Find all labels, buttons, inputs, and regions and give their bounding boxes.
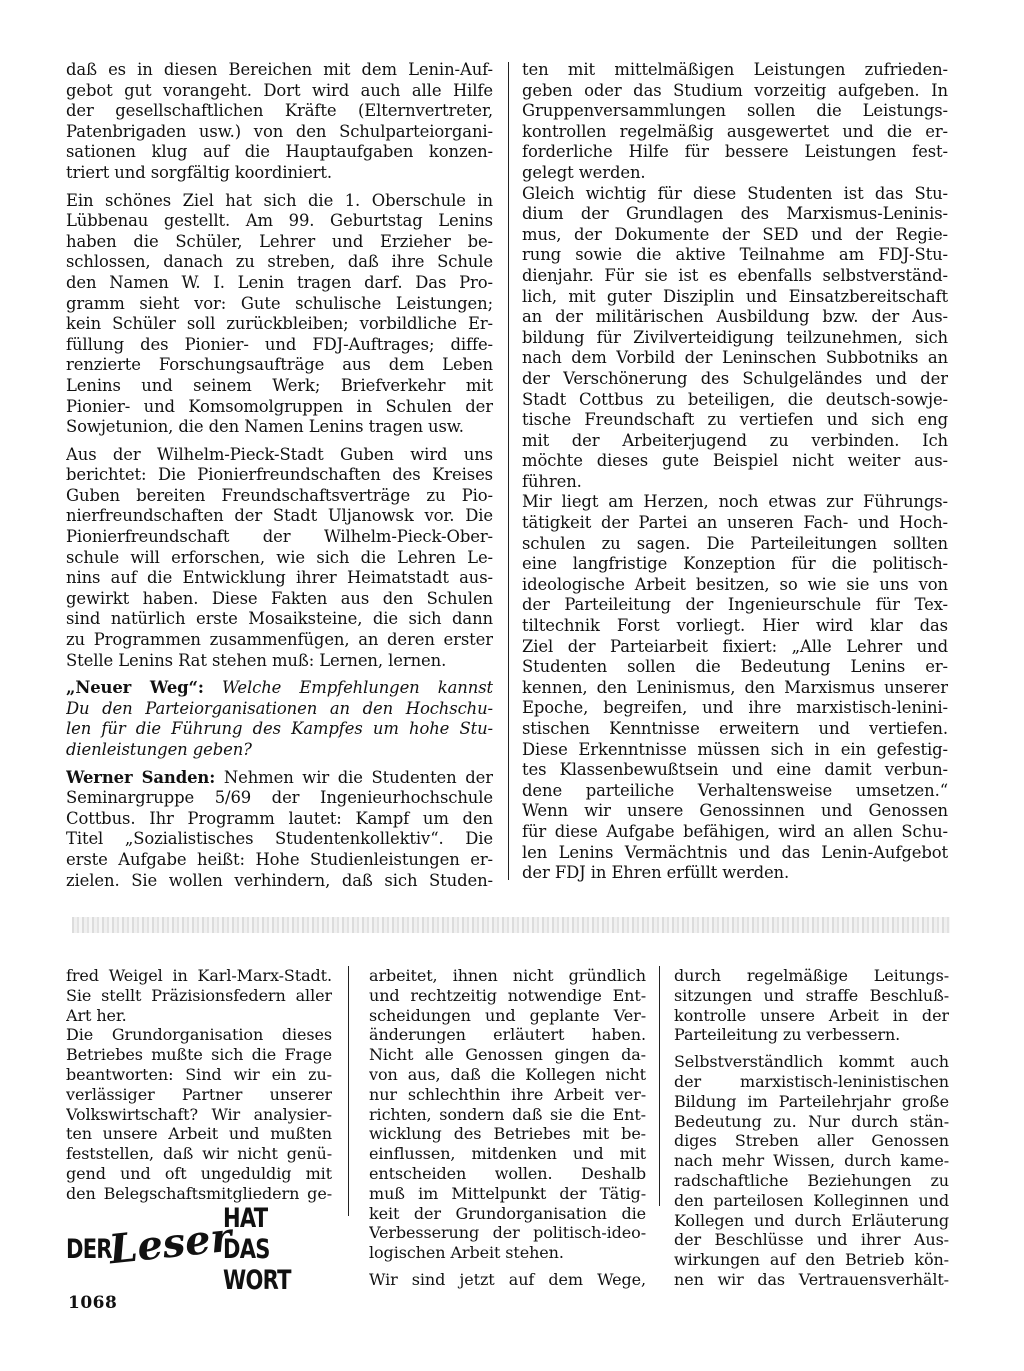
paragraph-gap bbox=[674, 1045, 949, 1052]
text-line bbox=[522, 390, 948, 411]
text-line bbox=[66, 445, 493, 466]
line-text: richten, sondern daß sie die Ent- bbox=[369, 1104, 646, 1124]
text-line bbox=[66, 376, 493, 397]
text-line bbox=[66, 60, 493, 81]
text-line bbox=[522, 678, 948, 699]
line-text: möchte dieses gute Beispiel nicht weiter aus- bbox=[522, 451, 948, 471]
text-line bbox=[66, 986, 332, 1006]
line-text: Titel „Sozialistisches Studentenkollektiv“. Die bbox=[66, 829, 493, 849]
text-line bbox=[66, 506, 493, 527]
text-line bbox=[66, 465, 493, 486]
line-text: nach mehr Wissen, durch kame- bbox=[674, 1151, 949, 1171]
text-line bbox=[522, 142, 948, 163]
line-text: Gleich wichtig für diese Studenten ist das Stu- bbox=[522, 183, 948, 203]
line-text: Lenins und seinem Werk; Briefverkehr mit bbox=[66, 375, 493, 395]
text-line bbox=[522, 657, 948, 678]
text-line bbox=[522, 410, 948, 431]
column-right bbox=[522, 60, 948, 884]
text-line bbox=[522, 328, 948, 349]
paragraph-gap bbox=[66, 671, 493, 678]
line-text: entscheiden wollen. Deshalb bbox=[369, 1163, 646, 1183]
line-text: Studenten sollen die Bedeutung Lenins er- bbox=[522, 657, 948, 677]
text-line bbox=[369, 1144, 646, 1164]
line-text: Bildung im Parteilehrjahr große bbox=[674, 1091, 949, 1111]
text-line bbox=[674, 1131, 949, 1151]
text-line bbox=[674, 1092, 949, 1112]
text-line bbox=[66, 1025, 332, 1045]
text-line bbox=[522, 513, 948, 534]
line-text: muß im Mittelpunkt der Tätig- bbox=[369, 1183, 646, 1203]
line-text: gend und oft ungeduldig mit bbox=[66, 1163, 332, 1183]
line-text: daß es in diesen Bereichen mit dem Lenin-Auf- bbox=[66, 60, 493, 79]
text-line bbox=[369, 1223, 646, 1243]
text-line bbox=[522, 637, 948, 658]
text-line bbox=[369, 966, 646, 986]
text-line bbox=[522, 266, 948, 287]
text-line bbox=[522, 534, 948, 555]
text-line bbox=[66, 314, 493, 335]
section-separator-band bbox=[72, 917, 950, 933]
text-line bbox=[674, 1052, 949, 1072]
line-text: Seminargruppe 5/69 der Ingenieurhochschule bbox=[66, 788, 493, 808]
line-text: mus, der Dokumente der SED und der Regie- bbox=[522, 224, 948, 244]
line-text: Art her. bbox=[66, 1005, 127, 1025]
text-line bbox=[66, 850, 493, 871]
text-line bbox=[674, 1072, 949, 1092]
page-number: 1068 bbox=[68, 1293, 118, 1313]
text-line bbox=[522, 801, 948, 822]
text-line bbox=[66, 101, 493, 122]
line-text: ten mit mittelmäßigen Leistungen zufrieden- bbox=[522, 60, 948, 79]
text-line bbox=[522, 492, 948, 513]
text-line bbox=[522, 822, 948, 843]
line-text: Selbstverständlich kommt auch bbox=[674, 1052, 949, 1072]
line-text: nach dem Vorbild der Leninschen Subbotniks an bbox=[522, 348, 948, 368]
column-divider-top bbox=[508, 62, 509, 880]
line-text: schule will erforschen, wie sich die Lehren Le- bbox=[66, 547, 493, 567]
text-line bbox=[674, 986, 949, 1006]
line-text: Ein schönes Ziel hat sich die 1. Oberschule in bbox=[66, 190, 493, 210]
text-line bbox=[522, 781, 948, 802]
line-text: Stadt Cottbus zu beteiligen, die deutsch-sowje- bbox=[522, 389, 948, 409]
text-line bbox=[369, 1270, 646, 1290]
text-line bbox=[674, 1151, 949, 1171]
text-line bbox=[66, 232, 493, 253]
text-line bbox=[66, 630, 493, 651]
text-line bbox=[66, 273, 493, 294]
line-text: nierfreundschaften der Stadt Uljanowsk vor. Die bbox=[66, 506, 493, 526]
line-text: Pionierfreundschaft der Wilhelm-Pieck-Ober- bbox=[66, 527, 493, 547]
text-line bbox=[66, 122, 493, 143]
line-text: Guben bereiten Freundschaftsverträge zu Pio- bbox=[66, 485, 493, 505]
line-text: Aus der Wilhelm-Pieck-Stadt Guben wird uns bbox=[66, 444, 493, 464]
line-text: kein Schüler soll zurückbleiben; vorbildliche Er- bbox=[66, 314, 493, 334]
logo-part-der: DER bbox=[66, 1233, 112, 1265]
text-line bbox=[66, 294, 493, 315]
text-line bbox=[522, 60, 948, 81]
line-text: tische Freundschaft zu vertiefen und sich eng bbox=[522, 410, 948, 430]
text-line bbox=[674, 1025, 949, 1045]
line-text: Nicht alle Genossen gingen da- bbox=[369, 1045, 646, 1065]
text-line bbox=[369, 1124, 646, 1144]
line-text: stischen Kenntnisse erweitern und vertiefen. bbox=[522, 719, 948, 738]
question-text: len für die Führung des Kampfes um hohe Stu- bbox=[66, 719, 493, 739]
text-line bbox=[522, 760, 948, 781]
text-line bbox=[66, 1105, 332, 1125]
text-line bbox=[369, 1243, 646, 1263]
line-text: eine langfristige Konzeption für die politisch- bbox=[522, 554, 948, 574]
line-text: geben oder das Studium vorzeitig aufgeben. In bbox=[522, 80, 948, 100]
column-divider-bottom-1 bbox=[348, 966, 349, 1216]
line-text: rung sowie die aktive Teilnahme am FDJ-Stu- bbox=[522, 245, 948, 265]
line-text: haben die Schüler, Lehrer und Erzieher be- bbox=[66, 231, 493, 251]
question-text: Du den Parteiorganisationen an den Hochschu- bbox=[66, 698, 493, 718]
line-text: arbeitet, ihnen nicht gründlich bbox=[369, 966, 646, 985]
text-line bbox=[66, 1124, 332, 1144]
text-line bbox=[674, 1191, 949, 1211]
text-line bbox=[369, 1025, 646, 1045]
line-text: der Parteileitung der Ingenieurschule für Tex- bbox=[522, 595, 948, 615]
bottom-column-2 bbox=[369, 966, 646, 1290]
text-line bbox=[522, 595, 948, 616]
line-text: Mir liegt am Herzen, noch etwas zur Führungs- bbox=[522, 492, 948, 512]
column-divider-bottom-2 bbox=[659, 966, 660, 1206]
line-text: fred Weigel in Karl-Marx-Stadt. bbox=[66, 966, 332, 985]
line-text: sitzungen und straffe Beschluß- bbox=[674, 985, 949, 1005]
line-text: gelegt werden. bbox=[522, 162, 646, 182]
text-line bbox=[522, 81, 948, 102]
text-line bbox=[66, 1144, 332, 1164]
text-line bbox=[369, 1085, 646, 1105]
line-text: gebot gut vorangeht. Dort wird auch alle Hilfe bbox=[66, 80, 493, 100]
text-line bbox=[522, 245, 948, 266]
question-text: Welche Empfehlungen kannst bbox=[221, 678, 493, 698]
column-left bbox=[66, 60, 493, 891]
text-line bbox=[674, 1112, 949, 1132]
text-line bbox=[66, 417, 493, 438]
text-line bbox=[369, 1164, 646, 1184]
paragraph-gap bbox=[369, 1263, 646, 1270]
line-text: Patenbrigaden usw.) von den Schulparteiorgani- bbox=[66, 121, 493, 141]
text-line bbox=[674, 1270, 949, 1290]
line-text: dene parteiliche Verhaltensweise umsetzen.“ bbox=[522, 780, 948, 800]
line-text: Betriebes mußte sich die Frage bbox=[66, 1045, 332, 1065]
line-text: Parteileitung zu verbessern. bbox=[674, 1025, 901, 1045]
text-line bbox=[369, 1065, 646, 1085]
text-line bbox=[66, 548, 493, 569]
line-text: nur schlechthin ihre Arbeit ver- bbox=[369, 1084, 646, 1104]
text-line bbox=[66, 81, 493, 102]
text-line bbox=[522, 287, 948, 308]
line-text: an der militärischen Ausbildung bzw. der Aus- bbox=[522, 307, 948, 327]
line-text: len Lenins Vermächtnis und das Lenin-Aufgebot bbox=[522, 842, 948, 862]
line-text: für diese Aufgabe befähigen, wird an allen Schu- bbox=[522, 821, 948, 841]
line-text: Volkswirtschaft? Wir analysier- bbox=[66, 1104, 332, 1124]
line-text: änderungen erläutert haben. bbox=[369, 1025, 646, 1045]
line-text: sationen klug auf die Hauptaufgaben konzen- bbox=[66, 142, 493, 162]
text-line bbox=[522, 472, 948, 493]
line-text: kennen, den Leninismus, den Marxismus unserer bbox=[522, 677, 948, 697]
line-text: führen. bbox=[522, 471, 582, 491]
line-text: ten unsere Arbeit und mußten bbox=[66, 1124, 332, 1144]
text-line bbox=[674, 1171, 949, 1191]
text-line bbox=[66, 335, 493, 356]
line-text: dienjahr. Für sie ist es ebenfalls selbstverständ- bbox=[522, 265, 948, 285]
text-line bbox=[66, 163, 493, 184]
line-text: gewirkt haben. Diese Fakten aus den Schulen bbox=[66, 588, 493, 608]
paragraph-gap bbox=[66, 761, 493, 768]
text-line bbox=[369, 1105, 646, 1125]
text-line bbox=[66, 768, 493, 789]
text-line bbox=[66, 966, 332, 986]
text-line bbox=[522, 863, 948, 884]
text-line bbox=[66, 486, 493, 507]
line-text: radschaftliche Beziehungen zu bbox=[674, 1170, 949, 1190]
line-text: schulen zu sagen. Die Parteileitungen sollten bbox=[522, 533, 948, 553]
text-line bbox=[522, 554, 948, 575]
text-line bbox=[522, 451, 948, 472]
line-text: scheidungen und geplante Ver- bbox=[369, 1005, 646, 1025]
text-line bbox=[66, 252, 493, 273]
line-text: von aus, daß die Kollegen nicht bbox=[369, 1064, 646, 1084]
line-text: den parteilosen Kolleginnen und bbox=[674, 1190, 949, 1210]
line-text: zielen. Sie wollen verhindern, daß sich Studen- bbox=[66, 870, 493, 890]
line-text: Epoche, begreifen, und ihre marxistisch-lenini- bbox=[522, 698, 948, 718]
text-line bbox=[369, 1184, 646, 1204]
line-text: kontrolle unsere Arbeit in der bbox=[674, 1005, 949, 1025]
line-text: logischen Arbeit stehen. bbox=[369, 1243, 564, 1263]
line-text: verlässiger Partner unserer bbox=[66, 1084, 332, 1104]
line-text: erste Aufgabe heißt: Hohe Studienleistungen er- bbox=[66, 849, 493, 869]
text-line bbox=[66, 1045, 332, 1065]
text-line bbox=[522, 348, 948, 369]
text-line bbox=[66, 142, 493, 163]
line-text: durch regelmäßige Leitungs- bbox=[674, 966, 949, 985]
line-text: Gruppenversammlungen sollen die Leistungs- bbox=[522, 101, 948, 121]
speaker-label: „Neuer Weg“: bbox=[66, 678, 204, 698]
text-line bbox=[674, 1230, 949, 1250]
line-text: gramm sieht vor: Gute schulische Leistungen; bbox=[66, 293, 493, 313]
line-text: beantworten: Sind wir ein zu- bbox=[66, 1064, 332, 1084]
paragraph-gap bbox=[66, 438, 493, 445]
line-text: wicklung des Betriebes mit be- bbox=[369, 1124, 646, 1144]
text-line bbox=[522, 101, 948, 122]
text-line bbox=[66, 871, 493, 892]
text-line bbox=[369, 1045, 646, 1065]
paragraph-gap bbox=[66, 184, 493, 191]
line-text: Nehmen wir die Studenten der bbox=[223, 767, 493, 787]
line-text: Wenn wir unsere Genossinnen und Genossen bbox=[522, 801, 948, 821]
line-text: renzierte Forschungsaufträge aus dem Leben bbox=[66, 355, 493, 375]
text-line bbox=[66, 397, 493, 418]
text-line bbox=[66, 1184, 332, 1204]
text-line bbox=[66, 1065, 332, 1085]
line-text: Sie stellt Präzisionsfedern aller bbox=[66, 985, 332, 1005]
line-text: und rechtzeitig notwendige Ent- bbox=[369, 985, 646, 1005]
text-line bbox=[522, 431, 948, 452]
text-line bbox=[66, 809, 493, 830]
text-line bbox=[674, 1006, 949, 1026]
line-text: der marxistisch-leninistischen bbox=[674, 1071, 949, 1091]
der-leser-hat-das-wort-logo bbox=[66, 1202, 342, 1296]
logo-part-hat-das-wort: HAT DAS WORT bbox=[223, 1202, 291, 1296]
speaker-label: Werner Sanden: bbox=[66, 767, 216, 787]
text-line bbox=[522, 843, 948, 864]
line-text: tätigkeit der Partei an unseren Fach- und Hoch- bbox=[522, 513, 948, 533]
line-text: wirkungen auf den Betrieb kön- bbox=[674, 1250, 949, 1270]
line-text: zu Programmen zusammenfügen, an deren erster bbox=[66, 630, 493, 650]
line-text: der Beschlüsse und ihrer Aus- bbox=[674, 1230, 949, 1250]
text-line bbox=[66, 1164, 332, 1184]
text-line bbox=[522, 163, 948, 184]
line-text: bildung für Zivilverteidigung teilzunehmen, sich bbox=[522, 327, 948, 347]
line-text: nen wir das Vertrauensverhält- bbox=[674, 1269, 949, 1289]
line-text: Cottbus. Ihr Programm lautet: Kampf um den bbox=[66, 808, 493, 828]
text-line bbox=[674, 1250, 949, 1270]
text-line bbox=[66, 191, 493, 212]
bottom-column-1 bbox=[66, 966, 332, 1204]
text-line bbox=[66, 651, 493, 672]
line-text: den Namen W. I. Lenin tragen darf. Das Pro- bbox=[66, 272, 493, 292]
text-line bbox=[66, 719, 493, 740]
text-line bbox=[66, 740, 493, 761]
line-text: der gesellschaftlichen Kräfte (Elternvertreter, bbox=[66, 101, 493, 121]
text-line bbox=[522, 369, 948, 390]
line-text: nins auf die Entwicklung ihrer Heimatstadt aus- bbox=[66, 568, 493, 588]
text-line bbox=[66, 1085, 332, 1105]
line-text: Kollegen und durch Erläuterung bbox=[674, 1210, 949, 1230]
line-text: Stelle Lenins Rat stehen muß: Lernen, lernen. bbox=[66, 650, 447, 670]
line-text: schlossen, danach zu streben, daß ihre Schule bbox=[66, 252, 493, 272]
line-text: Wir sind jetzt auf dem Wege, bbox=[369, 1269, 646, 1289]
line-text: kontrollen regelmäßig ausgewertet und die er- bbox=[522, 121, 948, 141]
line-text: Ziel der Parteiarbeit fixiert: „Alle Lehrer und bbox=[522, 636, 948, 656]
text-line bbox=[522, 740, 948, 761]
question-text: dienleistungen geben? bbox=[66, 740, 252, 759]
line-text: Bedeutung zu. Nur durch stän- bbox=[674, 1111, 949, 1131]
text-line bbox=[66, 1006, 332, 1026]
line-text: ideologische Arbeit besitzen, so wie sie uns von bbox=[522, 574, 948, 594]
line-text: sind natürlich erste Mosaiksteine, die sich dann bbox=[66, 609, 493, 629]
line-text: Sowjetunion, die den Namen Lenins tragen usw. bbox=[66, 417, 464, 437]
text-line bbox=[522, 719, 948, 740]
text-line bbox=[522, 184, 948, 205]
text-line bbox=[66, 678, 493, 699]
line-text: lich, mit guter Disziplin und Einsatzbereitschaft bbox=[522, 286, 948, 306]
text-line bbox=[369, 1006, 646, 1026]
line-text: forderliche Hilfe für bessere Leistungen fest- bbox=[522, 142, 948, 162]
line-text: füllung des Pionier- und FDJ-Auftrages; diffe- bbox=[66, 334, 493, 354]
line-text: Lübbenau gestellt. Am 99. Geburtstag Lenins bbox=[66, 211, 493, 231]
line-text: feststellen, daß wir nicht genü- bbox=[66, 1144, 332, 1164]
text-line bbox=[66, 355, 493, 376]
line-text: dium der Grundlagen des Marxismus-Leninis- bbox=[522, 204, 948, 224]
text-line bbox=[522, 698, 948, 719]
line-text: tes Klassenbewußtsein und eine damit verbun- bbox=[522, 760, 948, 780]
line-text: Pionier- und Komsomolgruppen in Schulen der bbox=[66, 396, 493, 416]
text-line bbox=[522, 122, 948, 143]
line-text: Die Grundorganisation dieses bbox=[66, 1025, 332, 1045]
bottom-column-3 bbox=[674, 966, 949, 1290]
text-line bbox=[522, 225, 948, 246]
line-text: Diese Erkenntnisse müssen sich in ein gefestig- bbox=[522, 739, 948, 759]
text-line bbox=[522, 307, 948, 328]
text-line bbox=[674, 1211, 949, 1231]
text-line bbox=[66, 788, 493, 809]
line-text: tiltechnik Forst vorliegt. Hier wird klar das bbox=[522, 616, 948, 636]
text-line bbox=[522, 575, 948, 596]
line-text: der Verschönerung des Schulgeländes und der bbox=[522, 368, 948, 388]
text-line bbox=[66, 699, 493, 720]
text-line bbox=[522, 204, 948, 225]
line-text: mit der Arbeiterjugend zu verbinden. Ich bbox=[522, 430, 948, 450]
line-text: Verbesserung der politisch-ideo- bbox=[369, 1223, 646, 1243]
text-line bbox=[66, 211, 493, 232]
text-line bbox=[66, 589, 493, 610]
line-text: den Belegschaftsmitgliedern ge- bbox=[66, 1183, 332, 1203]
text-line bbox=[369, 986, 646, 1006]
text-line bbox=[66, 568, 493, 589]
text-line bbox=[66, 609, 493, 630]
text-line bbox=[674, 966, 949, 986]
line-text: berichtet: Die Pionierfreundschaften des Kreises bbox=[66, 465, 493, 485]
line-text: der FDJ in Ehren erfüllt werden. bbox=[522, 863, 790, 883]
line-text: diges Streben aller Genossen bbox=[674, 1131, 949, 1151]
text-line bbox=[66, 527, 493, 548]
line-text: triert und sorgfältig koordiniert. bbox=[66, 162, 332, 182]
text-line bbox=[522, 616, 948, 637]
line-text: keit der Grundorganisation die bbox=[369, 1203, 646, 1223]
line-text: einflussen, mitdenken und mit bbox=[369, 1144, 646, 1164]
logo-part-leser: Leser bbox=[106, 1213, 234, 1273]
text-line bbox=[369, 1204, 646, 1224]
text-line bbox=[66, 829, 493, 850]
